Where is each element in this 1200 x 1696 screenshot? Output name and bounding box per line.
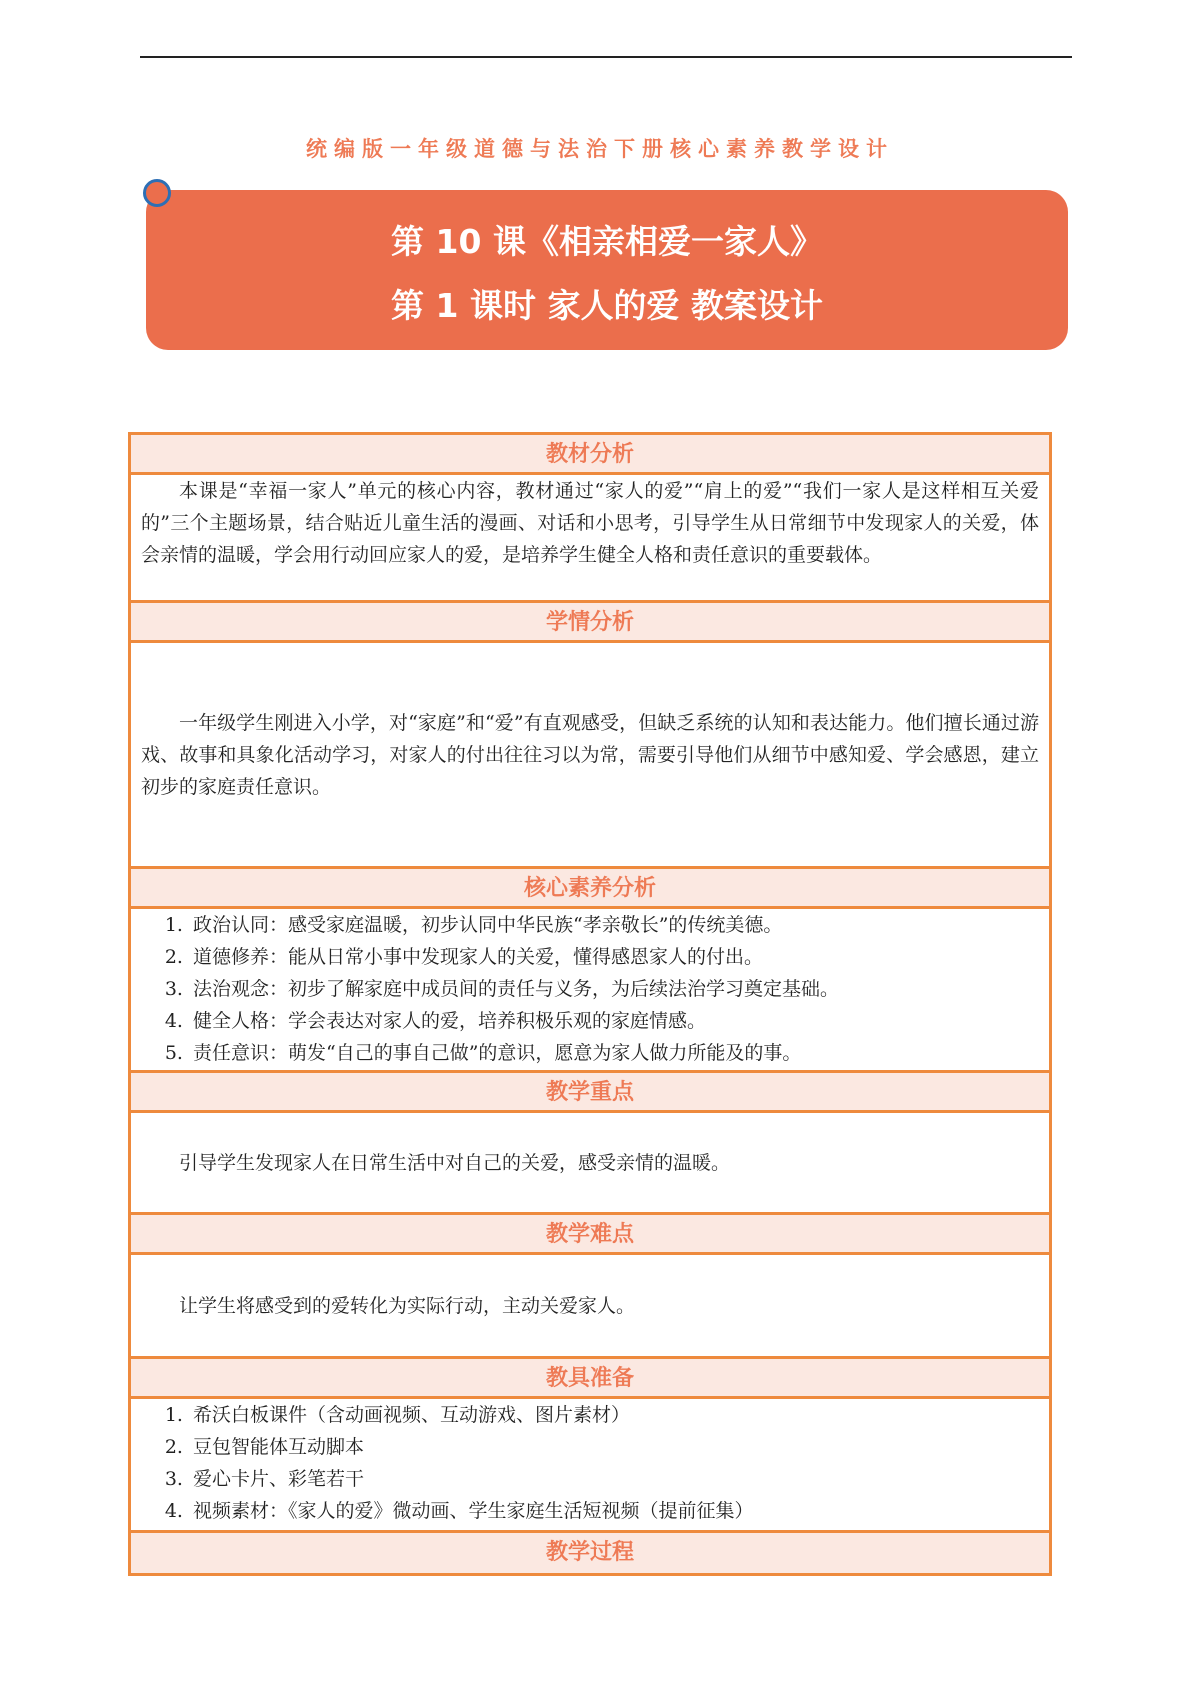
section-heading-tools: 教具准备 bbox=[131, 1359, 1049, 1399]
list-item: 1. 政治认同：感受家庭温暖，初步认同中华民族“孝亲敬长”的传统美德。 bbox=[189, 909, 1039, 941]
difficulty-text: 让学生将感受到的爱转化为实际行动，主动关爱家人。 bbox=[179, 1294, 636, 1317]
title-banner bbox=[146, 190, 1068, 350]
section-heading-literacy: 核心素养分析 bbox=[131, 869, 1049, 909]
section-heading-materials: 教材分析 bbox=[131, 435, 1049, 475]
series-title: 统编版一年级道德与法治下册核心素养教学设计 bbox=[306, 137, 894, 161]
literacy-list bbox=[141, 909, 1039, 1069]
section-body-tools bbox=[131, 1399, 1049, 1533]
banner-dot-decoration bbox=[143, 179, 171, 207]
tools-list bbox=[141, 1399, 1039, 1527]
section-heading-difficulty: 教学难点 bbox=[131, 1215, 1049, 1255]
section-body-materials bbox=[131, 475, 1049, 603]
top-rule bbox=[140, 56, 1072, 58]
list-item: 2. 道德修养：能从日常小事中发现家人的关爱，懂得感恩家人的付出。 bbox=[189, 941, 1039, 973]
lesson-plan-table bbox=[128, 432, 1052, 1576]
section-heading-process: 教学过程 bbox=[131, 1533, 1049, 1573]
list-item: 1. 希沃白板课件（含动画视频、互动游戏、图片素材） bbox=[189, 1399, 1039, 1431]
section-heading-students: 学情分析 bbox=[131, 603, 1049, 643]
materials-text: 本课是“幸福一家人”单元的核心内容，教材通过“家人的爱”“肩上的爱”“我们一家人是这样相互关爱的”三个主题场景，结合贴近儿童生活的漫画、对话和小思考，引导学生从日常细节中发现家人的关爱，体会亲情的温暖，学会用行动回应家人的爱，是培养学生健全人格和责任意识的重要载体。 bbox=[141, 480, 1039, 566]
list-item: 4. 健全人格：学会表达对家人的爱，培养积极乐观的家庭情感。 bbox=[189, 1005, 1039, 1037]
section-body-students bbox=[131, 643, 1049, 869]
students-text: 一年级学生刚进入小学，对“家庭”和“爱”有直观感受，但缺乏系统的认知和表达能力。他们擅长通过游戏、故事和具象化活动学习，对家人的付出往往习以为常，需要引导他们从细节中感知爱、学会感恩，建立初步的家庭责任意识。 bbox=[141, 711, 1039, 798]
list-item: 5. 责任意识：萌发“自己的事自己做”的意识，愿意为家人做力所能及的事。 bbox=[189, 1037, 1039, 1069]
list-item: 4. 视频素材：《家人的爱》微动画、学生家庭生活短视频（提前征集） bbox=[189, 1495, 1039, 1527]
section-heading-focus: 教学重点 bbox=[131, 1073, 1049, 1113]
list-item: 3. 爱心卡片、彩笔若干 bbox=[189, 1463, 1039, 1495]
section-body-literacy bbox=[131, 909, 1049, 1073]
lesson-subtitle: 第 1 课时 家人的爱 教案设计 bbox=[391, 286, 823, 325]
list-item: 2. 豆包智能体互动脚本 bbox=[189, 1431, 1039, 1463]
focus-text: 引导学生发现家人在日常生活中对自己的关爱，感受亲情的温暖。 bbox=[179, 1151, 731, 1174]
list-item: 3. 法治观念：初步了解家庭中成员间的责任与义务，为后续法治学习奠定基础。 bbox=[189, 973, 1039, 1005]
section-body-difficulty bbox=[131, 1255, 1049, 1359]
lesson-title: 第 10 课《相亲相爱一家人》 bbox=[391, 222, 823, 261]
section-body-focus bbox=[131, 1113, 1049, 1215]
